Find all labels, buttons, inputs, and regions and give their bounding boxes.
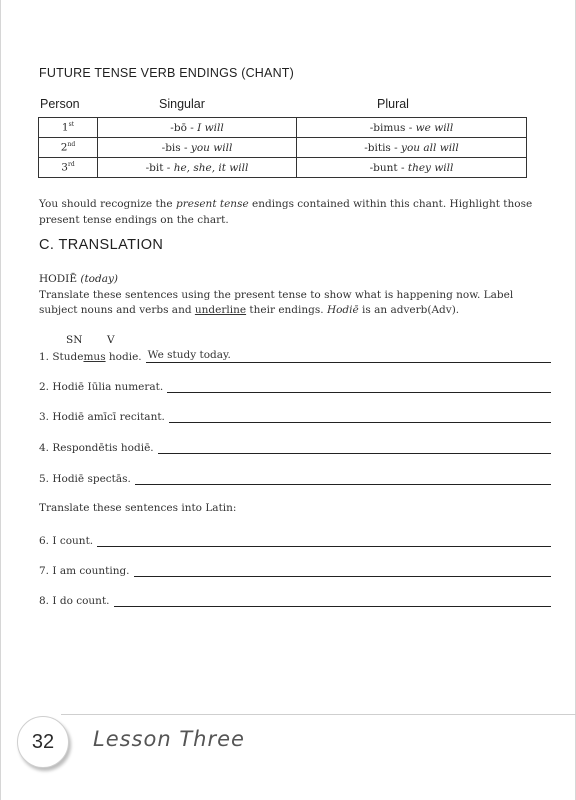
answer-line[interactable] — [114, 592, 551, 607]
future-endings-heading: FUTURE TENSE VERB ENDINGS (CHANT) — [39, 66, 295, 80]
singular-cell: -bō - I will — [98, 118, 297, 138]
latin-row-6 — [39, 529, 551, 547]
sentence-row-5 — [39, 467, 551, 485]
sentence-text: 5. Hodiē spectās. — [39, 473, 131, 485]
answer-line[interactable] — [97, 532, 551, 547]
subject-noun-mark: SN — [66, 334, 83, 346]
page-number: 32 — [31, 730, 55, 753]
page-number-badge — [17, 716, 69, 768]
answer-line[interactable] — [158, 439, 551, 454]
recognize-paragraph: You should recognize the present tense endings contained within this chant. Highlight those present tense endings on the chart. — [39, 198, 533, 226]
sentence-text: 3. Hodiē amīcī recitant. — [39, 411, 165, 423]
plural-cell: -bitis - you all will — [297, 138, 527, 158]
person-column-header: Person — [40, 97, 80, 111]
sentence-row-4 — [39, 436, 551, 454]
sentence-text: 7. I am counting. — [39, 565, 130, 577]
sentence-text: 2. Hodiē Iūlia numerat. — [39, 381, 164, 393]
table-row — [39, 138, 527, 158]
latin-row-8 — [39, 589, 551, 607]
sentence-row-3 — [39, 405, 551, 423]
table-row — [39, 158, 527, 178]
singular-column-header: Singular — [159, 97, 205, 111]
person-cell: 1st — [39, 118, 98, 138]
plural-cell: -bunt - they will — [297, 158, 527, 178]
answer-text: We study today. — [147, 349, 231, 361]
sentence-text: 1. Studemus hodie. — [39, 351, 142, 363]
answer-line[interactable] — [146, 348, 551, 363]
person-cell: 3rd — [39, 158, 98, 178]
answer-line[interactable] — [169, 408, 551, 423]
future-endings-table — [38, 117, 527, 178]
answer-line[interactable] — [135, 470, 551, 485]
person-cell: 2nd — [39, 138, 98, 158]
plural-column-header: Plural — [377, 97, 409, 111]
lesson-title: Lesson Three — [93, 727, 245, 751]
sentence-text: 8. I do count. — [39, 595, 110, 607]
sentence-row-1 — [39, 345, 551, 363]
translation-instructions: Translate these sentences using the present tense to show what is happening now. Label subject nouns and verbs and underline their endings. Hodiē is an adverb(Adv). — [39, 289, 514, 316]
plural-cell: -bimus - we will — [297, 118, 527, 138]
footer-divider — [61, 714, 576, 715]
sentence-text: 4. Respondētis hodiē. — [39, 442, 154, 454]
verb-mark: V — [107, 334, 115, 346]
latin-row-7 — [39, 559, 551, 577]
translation-section-title: C. TRANSLATION — [39, 237, 164, 253]
singular-cell: -bis - you will — [98, 138, 297, 158]
latin-instructions: Translate these sentences into Latin: — [39, 502, 237, 514]
singular-cell: -bit - he, she, it will — [98, 158, 297, 178]
hodie-vocab: HODIĒ (today) — [39, 273, 118, 285]
answer-line[interactable] — [134, 562, 551, 577]
table-row — [39, 118, 527, 138]
sentence-text: 6. I count. — [39, 535, 94, 547]
sentence-row-2 — [39, 375, 551, 393]
answer-line[interactable] — [167, 378, 551, 393]
